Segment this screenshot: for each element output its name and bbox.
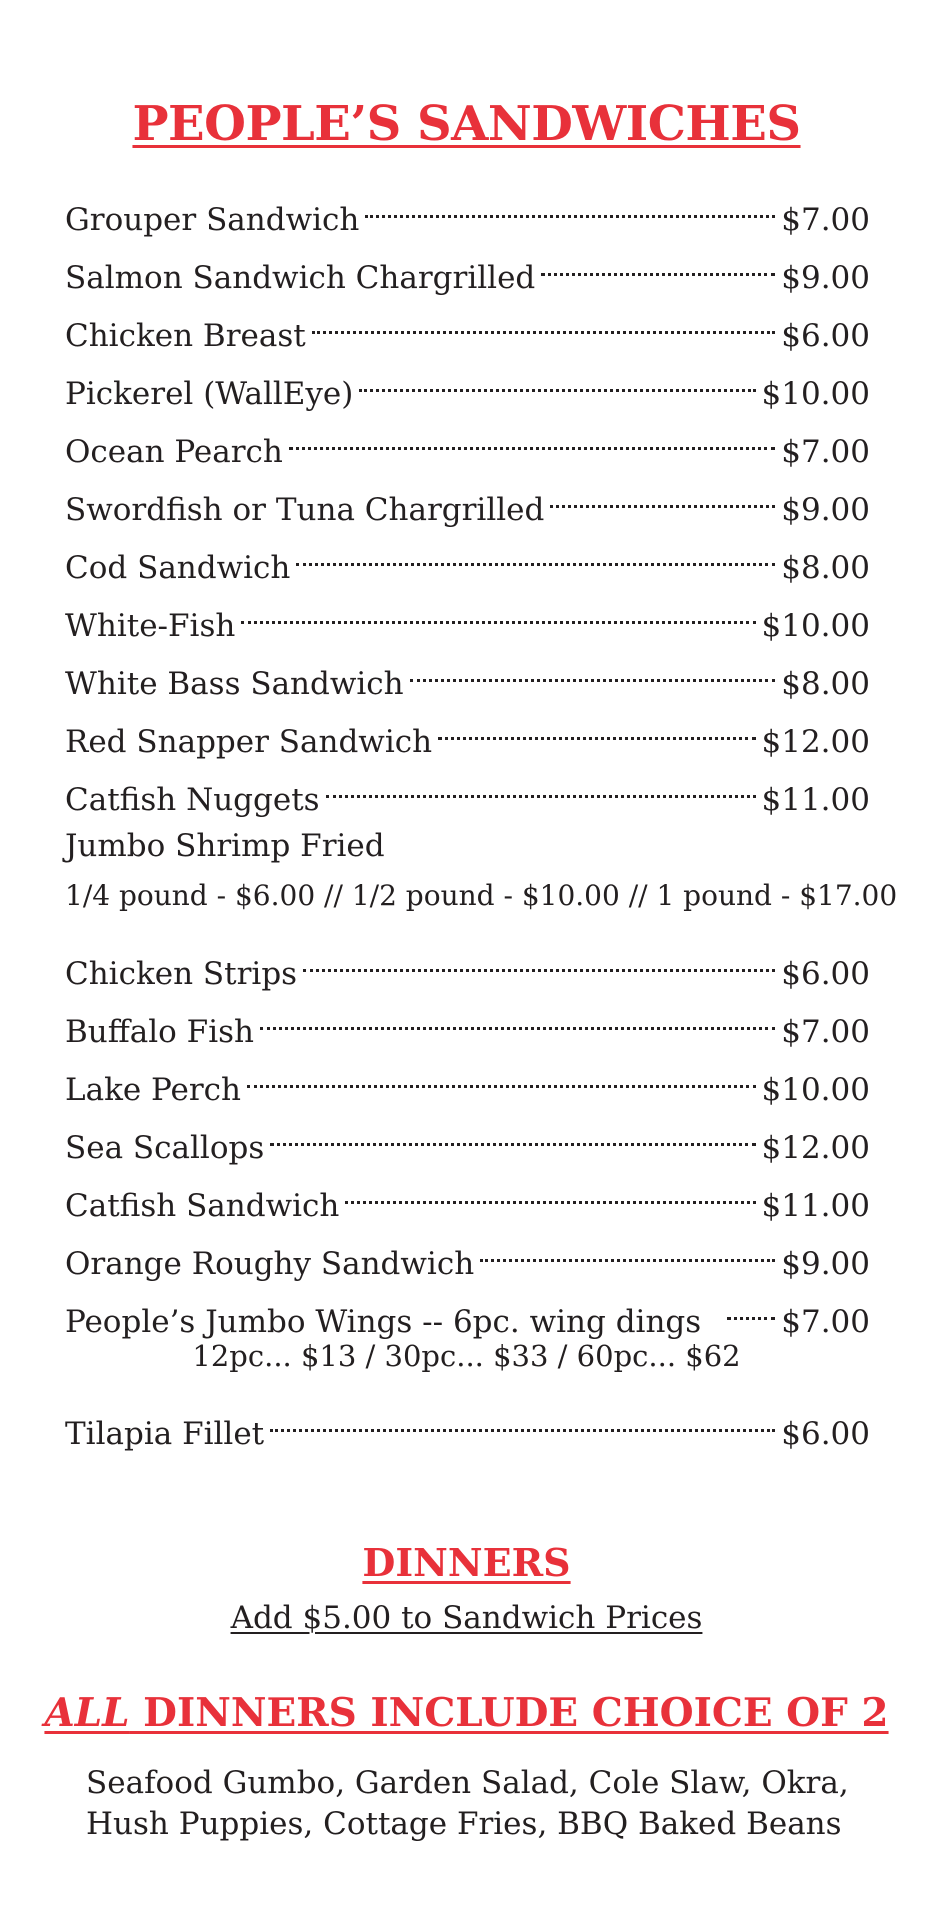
item-name: Chicken Strips <box>65 956 298 992</box>
dot-leader <box>438 708 755 752</box>
dot-leader <box>359 360 755 404</box>
dot-leader <box>270 1114 755 1158</box>
item-price: $11.00 <box>761 782 870 818</box>
dot-leader <box>541 244 775 288</box>
menu-item <box>65 650 870 702</box>
item-price: $9.00 <box>781 1246 870 1282</box>
dot-leader <box>345 1172 755 1216</box>
choices-line: Hush Puppies, Cottage Fries, BBQ Baked Beans <box>86 1806 842 1842</box>
item-name: People’s Jumbo Wings -- 6pc. wing dings <box>65 1304 702 1340</box>
menu-item <box>65 1400 870 1452</box>
item-name: Buffalo Fish <box>65 1014 254 1050</box>
dot-leader <box>260 998 775 1042</box>
item-name: Cod Sandwich <box>65 550 291 586</box>
dot-leader <box>727 1288 775 1332</box>
item-price: $10.00 <box>761 608 870 644</box>
item-price: $6.00 <box>781 318 870 354</box>
item-name: Catfish Sandwich <box>65 1188 340 1224</box>
dot-leader <box>550 476 775 520</box>
menu-item <box>65 708 870 760</box>
item-price: $9.00 <box>781 260 870 296</box>
shrimp-item-options: 1/4 pound - $6.00 // 1/2 pound - $10.00 // 1 pound - $17.00 <box>65 879 898 912</box>
dot-leader <box>480 1230 775 1274</box>
menu-item <box>65 476 870 528</box>
item-name: Red Snapper Sandwich <box>65 724 433 760</box>
menu-item <box>65 940 870 992</box>
dot-leader <box>247 1056 756 1100</box>
item-price: $12.00 <box>761 1130 870 1166</box>
item-name: Catfish Nuggets <box>65 782 320 818</box>
menu-item <box>65 998 870 1050</box>
item-price: $12.00 <box>761 724 870 760</box>
wings-item <box>65 1288 870 1340</box>
item-price: $10.00 <box>761 1072 870 1108</box>
item-name: White-Fish <box>65 608 236 644</box>
item-name: Ocean Pearch <box>65 434 283 470</box>
dinners-note: Add $5.00 to Sandwich Prices <box>230 1600 703 1636</box>
dot-leader <box>270 1400 775 1444</box>
item-price: $10.00 <box>761 376 870 412</box>
item-price: $7.00 <box>781 1014 870 1050</box>
wings-item-options: 12pc... $13 / 30pc... $33 / 60pc... $62 <box>192 1339 741 1373</box>
menu-item <box>65 244 870 296</box>
item-name: White Bass Sandwich <box>65 666 404 702</box>
item-price: $7.00 <box>781 1304 870 1340</box>
menu-item <box>65 592 870 644</box>
dot-leader <box>365 186 775 230</box>
item-price: $8.00 <box>781 666 870 702</box>
item-price: $8.00 <box>781 550 870 586</box>
dot-leader <box>410 650 776 694</box>
menu-item <box>65 1056 870 1108</box>
dinners-title: DINNERS <box>362 1540 571 1585</box>
item-name: Grouper Sandwich <box>65 202 360 238</box>
menu-item <box>65 534 870 586</box>
menu-item <box>65 1114 870 1166</box>
item-name: Chicken Breast <box>65 318 306 354</box>
shrimp-item-name: Jumbo Shrimp Fried <box>65 828 385 864</box>
dot-leader <box>326 766 756 810</box>
item-price: $9.00 <box>781 492 870 528</box>
menu-item <box>65 418 870 470</box>
dot-leader <box>241 592 755 636</box>
choices-line: Seafood Gumbo, Garden Salad, Cole Slaw, Okra, <box>86 1765 849 1801</box>
item-name: Sea Scallops <box>65 1130 265 1166</box>
dinner-choices <box>86 1763 886 1845</box>
dot-leader <box>303 940 775 984</box>
menu-item <box>65 360 870 412</box>
menu-item <box>65 186 870 238</box>
item-name: Lake Perch <box>65 1072 242 1108</box>
item-price: $6.00 <box>781 956 870 992</box>
dot-leader <box>312 302 776 346</box>
menu-item <box>65 1230 870 1282</box>
item-name: Orange Roughy Sandwich <box>65 1246 475 1282</box>
item-name: Pickerel (WallEye) <box>65 376 354 412</box>
item-price: $7.00 <box>781 202 870 238</box>
item-price: $6.00 <box>781 1416 870 1452</box>
menu-item <box>65 766 870 818</box>
menu-item <box>65 1172 870 1224</box>
dinners-include-title <box>0 1690 933 1736</box>
item-price: $11.00 <box>761 1188 870 1224</box>
item-name: Tilapia Fillet <box>65 1416 265 1452</box>
item-name: Swordfish or Tuna Chargrilled <box>65 492 545 528</box>
item-price: $7.00 <box>781 434 870 470</box>
include-emphasis: ALL <box>44 1690 130 1736</box>
dot-leader <box>296 534 775 578</box>
menu-item <box>65 302 870 354</box>
include-rest: DINNERS INCLUDE CHOICE OF 2 <box>129 1690 889 1736</box>
page-title: PEOPLE’S SANDWICHES <box>132 96 801 152</box>
item-name: Salmon Sandwich Chargrilled <box>65 260 536 296</box>
dot-leader <box>289 418 775 462</box>
